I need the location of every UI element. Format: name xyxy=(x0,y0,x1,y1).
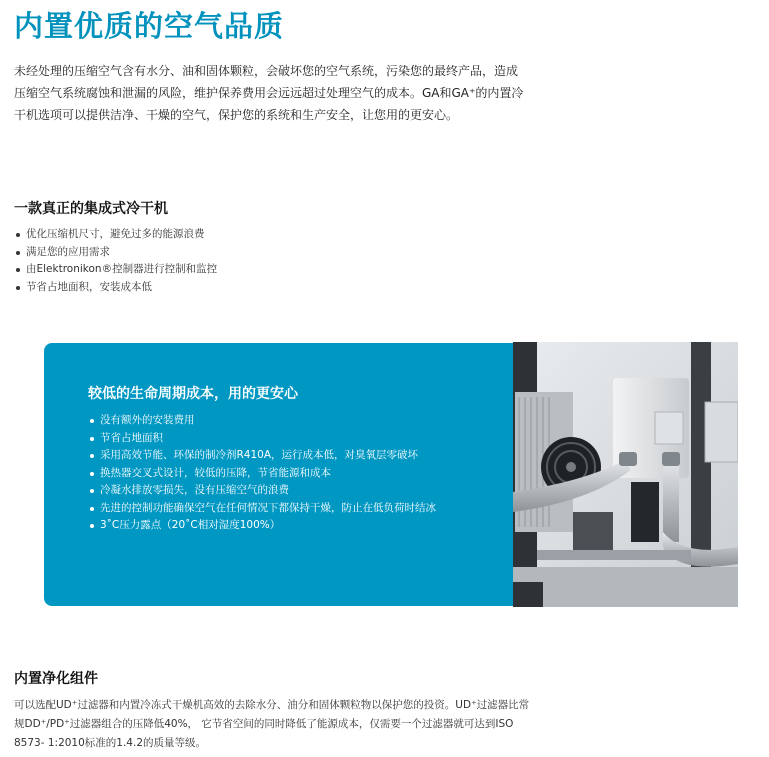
list-item: 没有额外的安装费用 xyxy=(88,412,473,430)
purification-paragraph: 可以选配UD⁺过滤器和内置冷冻式干燥机高效的去除水分、油分和固体颗粒物以保护您的投资。UD⁺过滤器比常规DD⁺/PD⁺过滤器组合的压降低40%， 它节省空间的同时降低了能源成本，仅需要一个过滤器就可达到ISO 8573- 1:2010标准的1.4.2的质量等级。 xyxy=(14,699,530,749)
list-item: 节省占地面积 xyxy=(88,430,473,448)
list-item: 由Elektronikon®控制器进行控制和监控 xyxy=(14,261,514,279)
dryer-machine-photo xyxy=(513,342,738,607)
dryer-machine-illustration xyxy=(513,342,738,607)
section-heading-purification: 内置净化组件 xyxy=(14,671,98,687)
section-heading-integrated-dryer: 一款真正的集成式冷干机 xyxy=(14,201,168,217)
list-item: 节省占地面积，安装成本低 xyxy=(14,279,514,297)
list-item: 冷凝水排放零损失，没有压缩空气的浪费 xyxy=(88,482,473,500)
intro-paragraph: 未经处理的压缩空气含有水分、油和固体颗粒，会破坏您的空气系统，污染您的最终产品，造成压缩空气系统腐蚀和泄漏的风险，维护保养费用会远远超过处理空气的成本。GA和GA⁺的内置冷干机选项可以提供洁净、干燥的空气，保护您的系统和生产安全，让您用的更安心。 xyxy=(14,64,524,122)
list-item: 满足您的应用需求 xyxy=(14,244,514,262)
list-item: 换热器交叉式设计，较低的压降，节省能源和成本 xyxy=(88,465,473,483)
lifecycle-cost-card xyxy=(44,343,524,606)
page-title: 内置优质的空气品质 xyxy=(14,9,285,43)
card-heading: 较低的生命周期成本，用的更安心 xyxy=(88,386,298,402)
list-item: 采用高效节能、环保的制冷剂R410A，运行成本低，对臭氧层零破坏 xyxy=(88,447,473,465)
list-item: 3˚C压力露点（20˚C相对湿度100%） xyxy=(88,517,473,535)
integrated-dryer-list xyxy=(14,226,514,296)
card-list xyxy=(88,412,473,535)
list-item: 优化压缩机尺寸，避免过多的能源浪费 xyxy=(14,226,514,244)
list-item: 先进的控制功能确保空气在任何情况下都保持干燥，防止在低负荷时结冰 xyxy=(88,500,473,518)
